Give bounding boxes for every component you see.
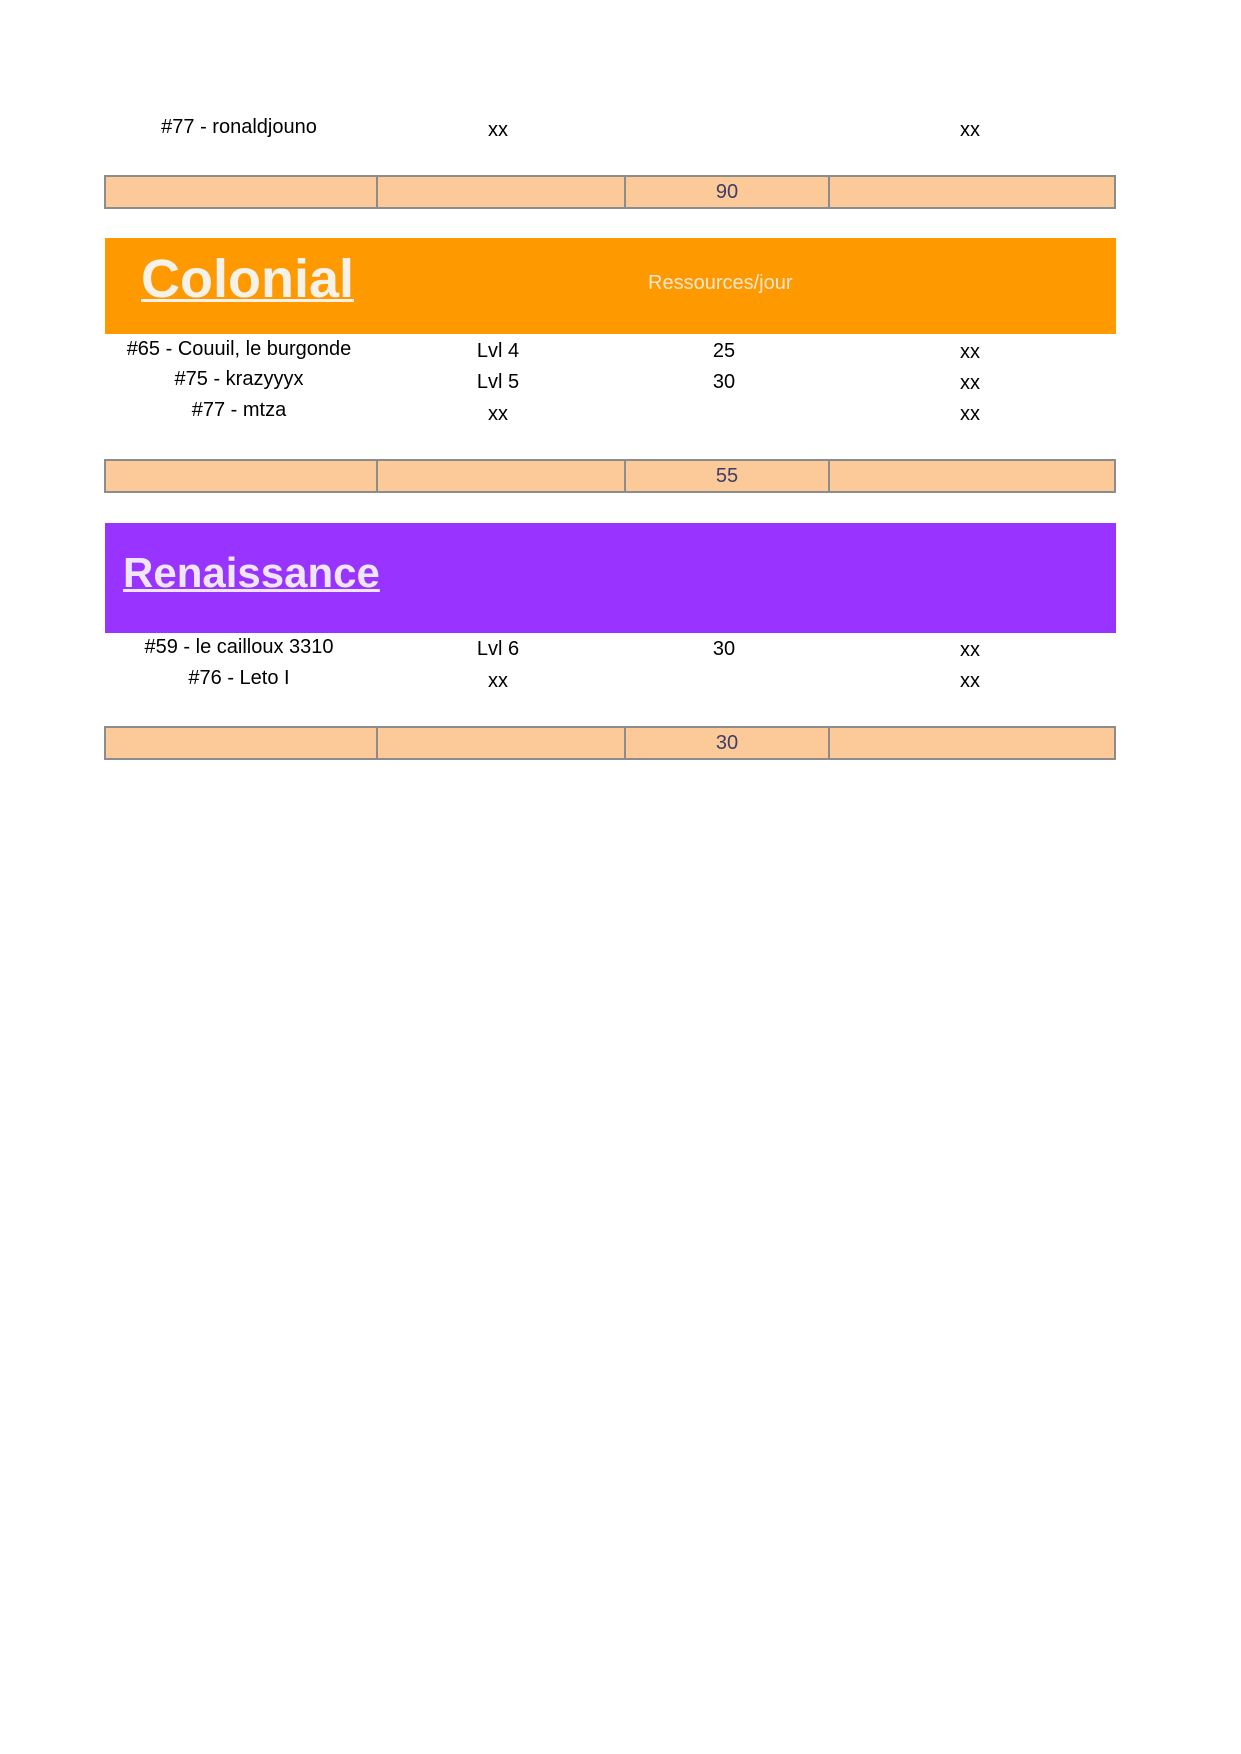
member-extra: xx: [960, 669, 980, 692]
section-title: Colonial: [141, 249, 354, 309]
total-cell-empty: [830, 728, 1114, 758]
member-name: #75 - krazyyyx: [174, 367, 304, 390]
member-row: [104, 661, 1114, 695]
total-cell-empty: [378, 461, 626, 491]
total-value: 30: [626, 728, 830, 758]
total-cell-empty: [830, 177, 1114, 207]
total-value: 90: [626, 177, 830, 207]
member-name: #65 - Couuil, le burgonde: [126, 337, 352, 360]
member-resources: [622, 393, 826, 427]
member-level: Lvl 6: [476, 637, 520, 660]
section-subtitle: Ressources/jour: [648, 272, 793, 294]
section-total-row: [104, 175, 1116, 209]
member-row: [104, 110, 1114, 144]
member-level: Lvl 5: [476, 370, 520, 393]
member-resources: [622, 661, 826, 695]
total-cell-empty: [378, 728, 626, 758]
member-row: [104, 362, 1114, 396]
member-extra: xx: [960, 371, 980, 394]
section-total-row: [104, 726, 1116, 760]
total-cell-empty: [106, 728, 378, 758]
total-cell-empty: [106, 177, 378, 207]
total-value: 55: [626, 461, 830, 491]
section-title: Renaissance: [123, 549, 380, 596]
member-extra: xx: [960, 340, 980, 363]
member-level: xx: [488, 118, 508, 141]
member-extra: xx: [960, 118, 980, 141]
member-resources: 25: [712, 339, 736, 362]
member-name: #76 - Leto I: [188, 666, 290, 689]
member-level: Lvl 4: [476, 339, 520, 362]
member-name: #77 - ronaldjouno: [161, 115, 317, 138]
total-cell-empty: [378, 177, 626, 207]
member-resources: 30: [712, 637, 736, 660]
total-cell-empty: [106, 461, 378, 491]
member-extra: xx: [960, 638, 980, 661]
member-row: [104, 630, 1114, 664]
member-level: xx: [488, 402, 508, 425]
section-total-row: [104, 459, 1116, 493]
member-level: xx: [488, 669, 508, 692]
member-row: [104, 393, 1114, 427]
member-resources: [622, 110, 826, 144]
section-banner-colonial: [105, 238, 1116, 334]
member-name: #59 - le cailloux 3310: [144, 635, 334, 658]
member-name: #77 - mtza: [191, 398, 287, 421]
total-cell-empty: [830, 461, 1114, 491]
section-banner-renaissance: [105, 523, 1116, 633]
member-row: [104, 332, 1114, 366]
member-resources: 30: [712, 370, 736, 393]
member-extra: xx: [960, 402, 980, 425]
